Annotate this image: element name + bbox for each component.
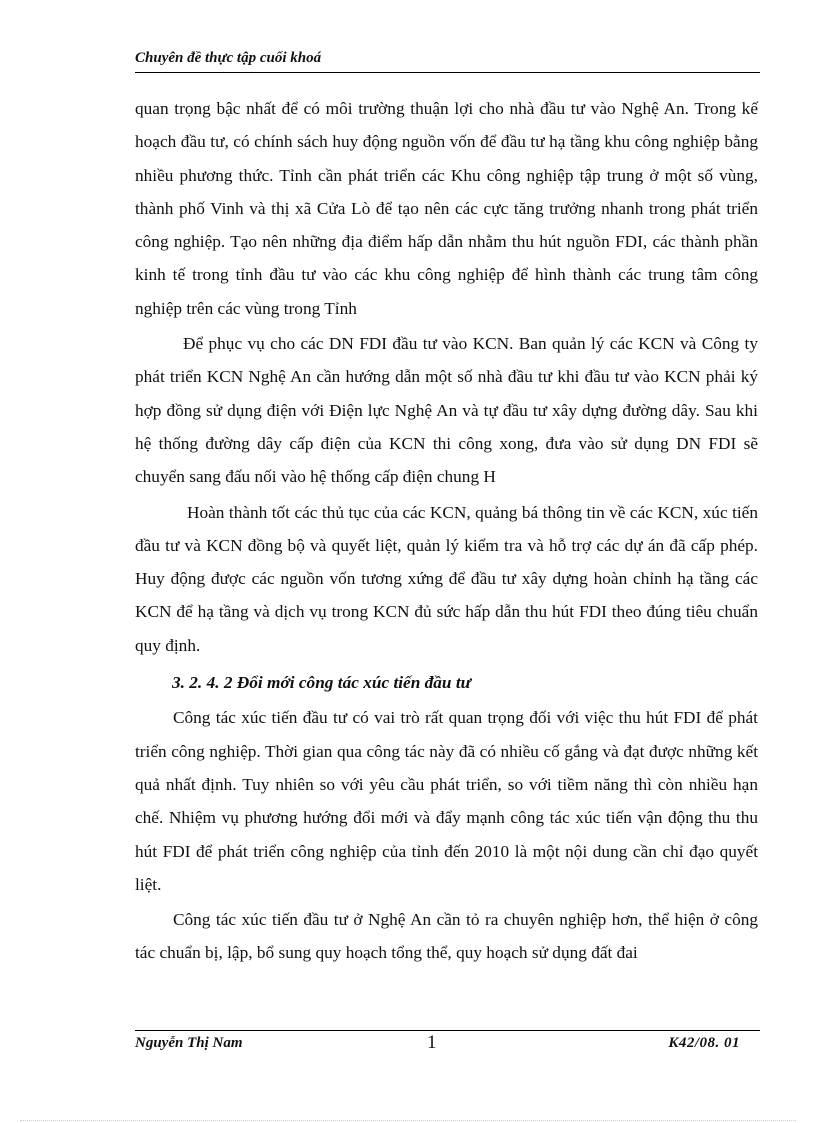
- body-paragraph: Hoàn thành tốt các thủ tục của các KCN, quảng bá thông tin về các KCN, xúc tiến đầu tư và KCN đồng bộ và quyết liệt, quản lý kiểm tra và hỗ trợ các dự án đã cấp phép. Huy động được các nguồn vốn tương xứng để đầu tư xây dựng hoàn chỉnh hạ tầng các KCN để hạ tầng và dịch vụ trong KCN đủ sức hấp dẫn thu hút FDI theo đúng tiêu chuẩn quy định.: [135, 502, 758, 655]
- author-name: Nguyễn Thị Nam: [135, 1035, 243, 1051]
- body-paragraph: Công tác xúc tiến đầu tư ở Nghệ An cần tỏ ra chuyên nghiệp hơn, thể hiện ở công tác chuẩn bị, lập, bổ sung quy hoạch tổng thể, quy hoạch sử dụng đất đai: [135, 910, 758, 963]
- body-paragraph: Công tác xúc tiến đầu tư có vai trò rất quan trọng đối với việc thu hút FDI để phát triển công nghiệp. Thời gian qua công tác này đã có nhiều cố gắng và đạt được những kết quả nhất định. Tuy nhiên so với yêu cầu phát triển, so với tiềm năng thì còn nhiều hạn chế. Nhiệm vụ phương hướng đổi mới và đẩy mạnh công tác xúc tiến vận động thu thu hút FDI để phát triển công nghiệp của tỉnh đến 2010 là một nội dung cần chỉ đạo quyết liệt.: [135, 708, 758, 894]
- page-footer: [135, 1030, 760, 1061]
- section-heading: 3. 2. 4. 2 Đổi mới công tác xúc tiến đầu tư: [172, 673, 472, 693]
- body-paragraph: Để phục vụ cho các DN FDI đầu tư vào KCN. Ban quản lý các KCN và Công ty phát triển KCN Nghệ An cần hướng dẫn một số nhà đầu tư khi đầu tư vào KCN phải ký hợp đồng sử dụng điện với Điện lực Nghệ An và tự đầu tư xây dựng đường dây. Sau khi hệ thống đường dây cấp điện của KCN thi công xong, đưa vào sử dụng DN FDI sẽ chuyển sang đấu nối vào hệ thống cấp điện chung H: [135, 334, 758, 487]
- page-boundary-divider: [20, 1120, 796, 1121]
- body-paragraph: quan trọng bậc nhất để có môi trường thuận lợi cho nhà đầu tư vào Nghệ An. Trong kế hoạch đầu tư, có chính sách huy động nguồn vốn để đầu tư hạ tầng khu công nghiệp bằng nhiều phương thức. Tỉnh cần phát triển các Khu công nghiệp tập trung ở một số vùng, thành phố Vinh và thị xã Cửa Lò để tạo nên các cực tăng trưởng nhanh trong phát triển công nghiệp. Tạo nên những địa điểm hấp dẫn nhằm thu hút nguồn FDI, các thành phần kinh tế trong tỉnh đầu tư vào các khu công nghiệp để hình thành các trung tâm công nghiệp trên các vùng trong Tỉnh: [135, 99, 758, 318]
- class-code: K42/08. 01: [668, 1035, 740, 1051]
- document-title: Chuyên đề thực tập cuối khoá: [135, 50, 322, 66]
- page-number: 1: [427, 1032, 437, 1053]
- document-body: [135, 92, 758, 970]
- page-header: [135, 48, 760, 73]
